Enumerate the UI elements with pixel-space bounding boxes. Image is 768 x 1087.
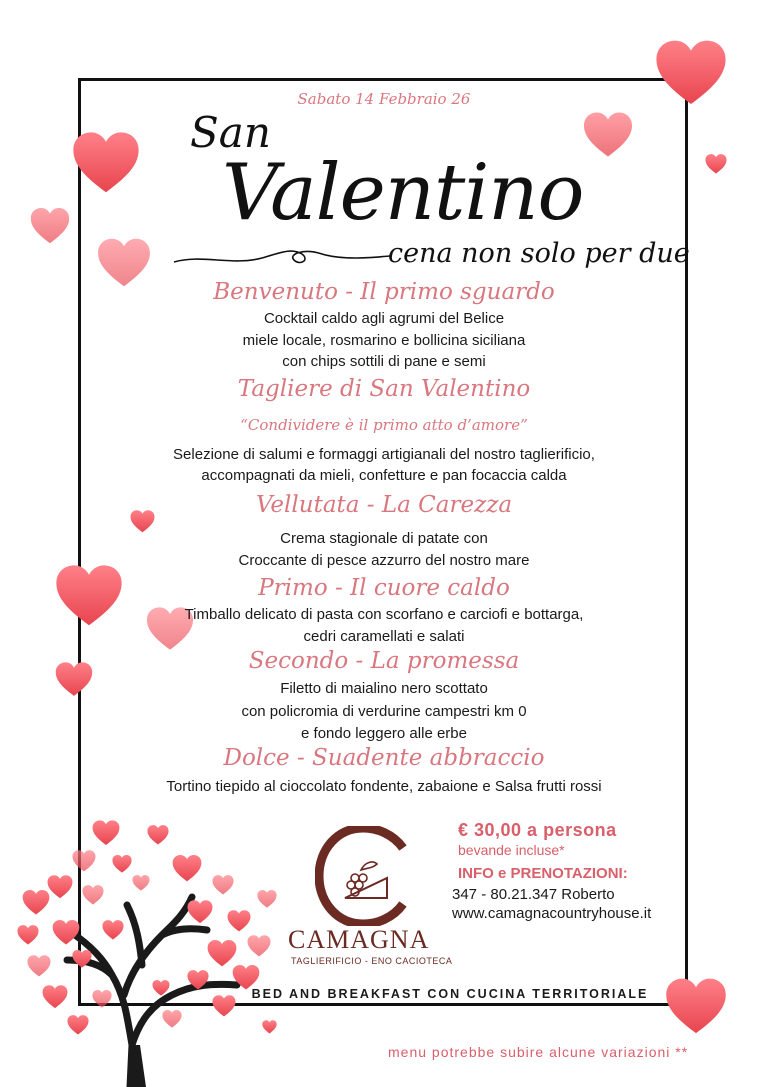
drinks-note: bevande incluse* (458, 842, 565, 858)
footer-note: menu potrebbe subire alcune variazioni ** (388, 1044, 689, 1060)
tagliere-quote: “Condividere è il primo atto d’amore” (240, 416, 528, 434)
section-title-vellutata: Vellutata - La Carezza (255, 492, 513, 518)
info-label: INFO e PRENOTAZIONI: (458, 865, 628, 882)
section-title-secondo: Secondo - La promessa (248, 648, 520, 674)
section-title-tagliere: Tagliere di San Valentino (237, 376, 531, 402)
section-title-benvenuto: Benvenuto - Il primo sguardo (213, 279, 555, 305)
section-title-primo: Primo - Il cuore caldo (258, 575, 510, 601)
menu-line: miele locale, rosmarino e bollicina siciliana (242, 332, 526, 349)
event-date: Sabato 14 Febbraio 26 (297, 90, 471, 108)
title-valentino: Valentino (222, 148, 584, 238)
cheese-grapes-icon (315, 826, 415, 926)
menu-line: Filetto di maialino nero scottato (280, 680, 488, 697)
menu-line: con policromia di verdurine campestri km 0 (241, 703, 527, 720)
subtitle: cena non solo per due (388, 238, 690, 269)
heart-icon (72, 132, 140, 194)
menu-line: Crema stagionale di patate con (280, 530, 488, 547)
phone-number[interactable]: 347 - 80.21.347 Roberto (452, 886, 615, 903)
heart-icon (705, 154, 727, 174)
menu-line: Croccante di pesce azzurro del nostro mare (238, 552, 530, 569)
menu-line: Cocktail caldo agli agrumi del Belice (263, 310, 505, 327)
brand-tagline: TAGLIERIFICIO - ENO CACIOTECA (291, 956, 453, 966)
menu-line: cedri caramellati e salati (303, 628, 465, 645)
heart-tree-icon (12, 815, 302, 1087)
heart-icon (583, 112, 633, 158)
swirl-flourish-icon (172, 244, 392, 268)
menu-line: Selezione di salumi e formaggi artigianali del nostro taglierificio, (173, 446, 595, 463)
menu-line: accompagnati da mieli, confetture e pan focaccia calda (201, 467, 567, 484)
menu-line: e fondo leggero alle erbe (301, 725, 467, 742)
menu-line: Tortino tiepido al cioccolato fondente, zabaione e Salsa frutti rossi (166, 778, 602, 795)
brand-name: CAMAGNA (288, 925, 430, 954)
title-san: San (190, 108, 271, 157)
slogan: BED AND BREAKFAST CON CUCINA TERRITORIALE (251, 987, 649, 1001)
heart-icon (30, 208, 70, 244)
section-title-dolce: Dolce - Suadente abbraccio (223, 745, 545, 771)
website-link[interactable]: www.camagnacountryhouse.it (452, 905, 652, 922)
menu-line: con chips sottili di pane e semi (282, 353, 486, 370)
menu-line: Timballo delicato di pasta con scorfano e carciofi e bottarga, (184, 606, 584, 623)
price: € 30,00 a persona (458, 820, 617, 840)
